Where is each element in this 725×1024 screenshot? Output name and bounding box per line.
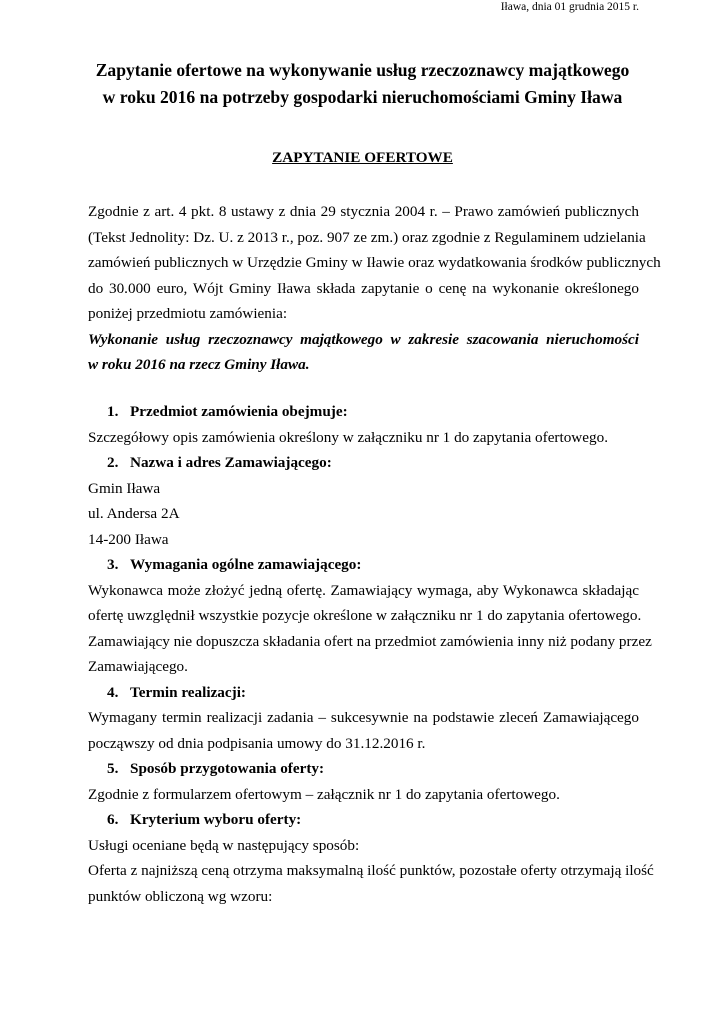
section-heading	[88, 680, 639, 706]
section-line: Zamawiający nie dopuszcza składania ofert na przedmiot zamówienia inny niż podany przez	[88, 632, 652, 650]
document-title	[0, 57, 725, 111]
section-line: punktów obliczoną wg wzoru:	[88, 887, 273, 905]
intro-emphasis-line: w roku 2016 na rzecz Gminy Iława.	[88, 356, 310, 373]
section-line: ul. Andersa 2A	[88, 505, 180, 522]
section-title: Sposób przygotowania oferty:	[130, 760, 325, 777]
section-title: Termin realizacji:	[130, 683, 246, 701]
section-line: Wykonawca może złożyć jedną ofertę. Zamawiający wymaga, aby Wykonawca składając	[88, 581, 639, 599]
section-heading	[88, 756, 639, 782]
sections-list	[88, 399, 654, 909]
section-line: Zamawiającego.	[88, 658, 188, 675]
title-line-2: w roku 2016 na potrzeby gospodarki nieruchomościami Gminy Iława	[102, 87, 623, 107]
section-title: Wymagania ogólne zamawiającego:	[130, 556, 362, 573]
intro-emphasis-line: Wykonanie usług rzeczoznawcy majątkowego w zakresie szacowania nieruchomości	[88, 330, 639, 348]
section-number: 5.	[107, 760, 119, 777]
section-line: Szczegółowy opis zamówienia określony w załączniku nr 1 do zapytania ofertowego.	[88, 428, 608, 446]
section-line: 14-200 Iława	[88, 530, 169, 548]
section-title: Przedmiot zamówienia obejmuje:	[130, 403, 348, 420]
section-line: Wymagany termin realizacji zadania – sukcesywnie na podstawie zleceń Zamawiającego	[88, 709, 639, 726]
section-number: 6.	[107, 811, 119, 828]
title-line-1: Zapytanie ofertowe na wykonywanie usług rzeczoznawcy majątkowego	[95, 60, 630, 80]
intro-line: Zgodnie z art. 4 pkt. 8 ustawy z dnia 29 stycznia 2004 r. – Prawo zamówień publicznych	[88, 203, 639, 220]
section-number: 3.	[107, 556, 119, 573]
section-line: Usługi oceniane będą w następujący sposób:	[88, 836, 360, 854]
intro-line: (Tekst Jednolity: Dz. U. z 2013 r., poz. 907 ze zm.) oraz zgodnie z Regulaminem udzielania	[88, 228, 646, 246]
section-number: 1.	[107, 403, 119, 420]
section-line: począwszy od dnia podpisania umowy do 31.12.2016 r.	[88, 734, 426, 752]
intro-line: poniżej przedmiotu zamówienia:	[88, 305, 288, 322]
section-number: 2.	[107, 454, 119, 471]
section-line: Zgodnie z formularzem ofertowym – załącznik nr 1 do zapytania ofertowego.	[88, 785, 560, 803]
section-title: Kryterium wyboru oferty:	[130, 811, 302, 828]
section-heading	[88, 807, 639, 833]
section-title: Nazwa i adres Zamawiającego:	[130, 454, 332, 471]
intro-paragraph	[88, 199, 661, 378]
section-line: ofertę uwzględnił wszystkie pozycje określone w załączniku nr 1 do zapytania ofertowego.	[88, 607, 642, 624]
date-line: Iława, dnia 01 grudnia 2015 r.	[500, 1, 639, 13]
section-heading	[88, 552, 639, 578]
document-subtitle: ZAPYTANIE OFERTOWE	[272, 149, 453, 166]
section-number: 4.	[107, 683, 119, 701]
section-heading	[88, 450, 639, 476]
section-heading	[88, 399, 639, 425]
section-line: Gmin Iława	[88, 479, 161, 497]
intro-line: zamówień publicznych w Urzędzie Gminy w Iławie oraz wydatkowania środków publicznych	[88, 254, 661, 271]
intro-line: do 30.000 euro, Wójt Gminy Iława składa zapytanie o cenę na wykonanie określonego	[88, 279, 639, 297]
section-line: Oferta z najniższą ceną otrzyma maksymalną ilość punktów, pozostałe oferty otrzymają ilość	[88, 862, 654, 879]
